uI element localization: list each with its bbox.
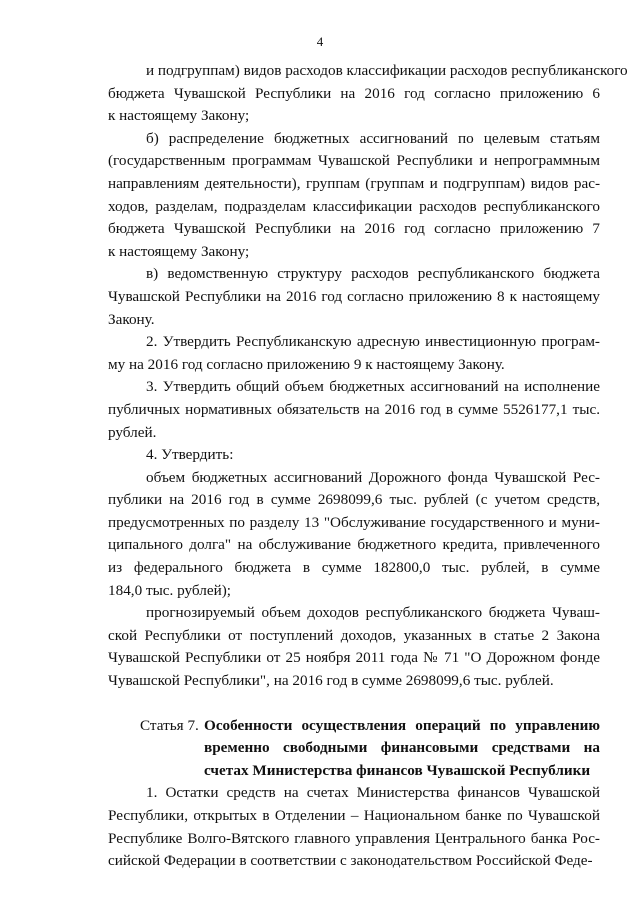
paragraph-line: 4. Утвердить: bbox=[146, 446, 234, 464]
paragraph-line: публики на 2016 год в сумме 2698099,6 тыс. рублей (с учетом средств, bbox=[108, 491, 600, 509]
paragraph-line: сийской Федерации в соответствии с законодательством Российской Феде- bbox=[108, 852, 593, 870]
paragraph-line: публичных нормативных обязательств на 2016 год в сумме 5526177,1 тыс. bbox=[108, 400, 600, 418]
paragraph-line: к настоящему Закону; bbox=[108, 242, 250, 260]
article-title-line: Особенности осуществления операций по управлению bbox=[204, 716, 600, 734]
paragraph-line: прогнозируемый объем доходов республиканского бюджета Чуваш- bbox=[146, 604, 600, 622]
paragraph bbox=[108, 444, 600, 467]
paragraph bbox=[108, 376, 600, 444]
paragraph-line: объем бюджетных ассигнований Дорожного фонда Чувашской Рес- bbox=[146, 468, 600, 486]
paragraph-line: ской Республики от поступлений доходов, указанных в статье 2 Закона bbox=[108, 626, 600, 644]
paragraph-line: 3. Утвердить общий объем бюджетных ассигнований на исполнение bbox=[146, 378, 600, 396]
paragraph-line: бюджета Чувашской Республики на 2016 год согласно приложению 6 bbox=[108, 84, 600, 102]
paragraph-line: Чувашской Республики", на 2016 год в сумме 2698099,6 тыс. рублей. bbox=[108, 672, 554, 690]
article-heading bbox=[108, 715, 600, 783]
paragraph bbox=[108, 128, 600, 264]
paragraph bbox=[108, 467, 600, 603]
paragraph-line: 1. Остатки средств на счетах Министерства финансов Чувашской bbox=[146, 784, 600, 802]
paragraph-line: рублей. bbox=[108, 423, 157, 441]
paragraph-line: б) распределение бюджетных ассигнований по целевым статьям bbox=[146, 129, 600, 147]
article-label: Статья 7. bbox=[140, 716, 199, 734]
paragraph bbox=[108, 263, 600, 331]
paragraph-line: Чувашской Республики на 2016 год согласно приложению 8 к настоящему bbox=[108, 287, 600, 305]
paragraph-line: из федерального бюджета в сумме 182800,0 тыс. рублей, в сумме bbox=[108, 559, 600, 577]
article-paragraph-list bbox=[108, 782, 600, 872]
document-body bbox=[108, 60, 628, 873]
article-title-line: счетах Министерства финансов Чувашской Республики bbox=[204, 761, 591, 779]
paragraph bbox=[108, 782, 600, 872]
paragraph-list bbox=[108, 60, 628, 693]
paragraph-line: в) ведомственную структуру расходов республиканского бюджета bbox=[146, 265, 600, 283]
paragraph-line: Закону. bbox=[108, 310, 155, 328]
paragraph-line: ципального долга" на обслуживание бюджетного кредита, привлеченного bbox=[108, 536, 600, 554]
paragraph-line: предусмотренных по разделу 13 "Обслуживание государственного и муни- bbox=[108, 513, 600, 531]
paragraph-line: направлениям деятельности), группам (группам и подгруппам) видов рас- bbox=[108, 174, 600, 192]
paragraph-line: 184,0 тыс. рублей); bbox=[108, 581, 232, 599]
paragraph-line: му на 2016 год согласно приложению 9 к настоящему Закону. bbox=[108, 355, 505, 373]
paragraph-line: к настоящему Закону; bbox=[108, 107, 250, 125]
paragraph-line: 2. Утвердить Республиканскую адресную инвестиционную програм- bbox=[146, 333, 600, 351]
article-title-line: временно свободными финансовыми средствами на bbox=[204, 739, 600, 757]
paragraph bbox=[108, 331, 600, 376]
paragraph-line: Чувашской Республики от 25 ноября 2011 года № 71 "О Дорожном фонде bbox=[108, 649, 600, 667]
article-title bbox=[204, 715, 600, 783]
paragraph-line: бюджета Чувашской Республики на 2016 год согласно приложению 7 bbox=[108, 220, 600, 238]
paragraph-line: Республики, открытых в Отделении – Национальном банке по Чувашской bbox=[108, 807, 600, 824]
paragraph bbox=[108, 602, 600, 692]
paragraph-line: ходов, разделам, подразделам классификации расходов республиканского bbox=[108, 197, 600, 215]
paragraph-line: Республике Волго-Вятского главного управления Центрального банка Рос- bbox=[108, 829, 600, 847]
paragraph-line: и подгруппам) видов расходов классификации расходов республиканского bbox=[146, 62, 628, 79]
paragraph bbox=[108, 60, 628, 128]
page-number: 4 bbox=[316, 34, 324, 49]
paragraph-line: (государственным программам Чувашской Республики и непрограммным bbox=[108, 152, 600, 170]
